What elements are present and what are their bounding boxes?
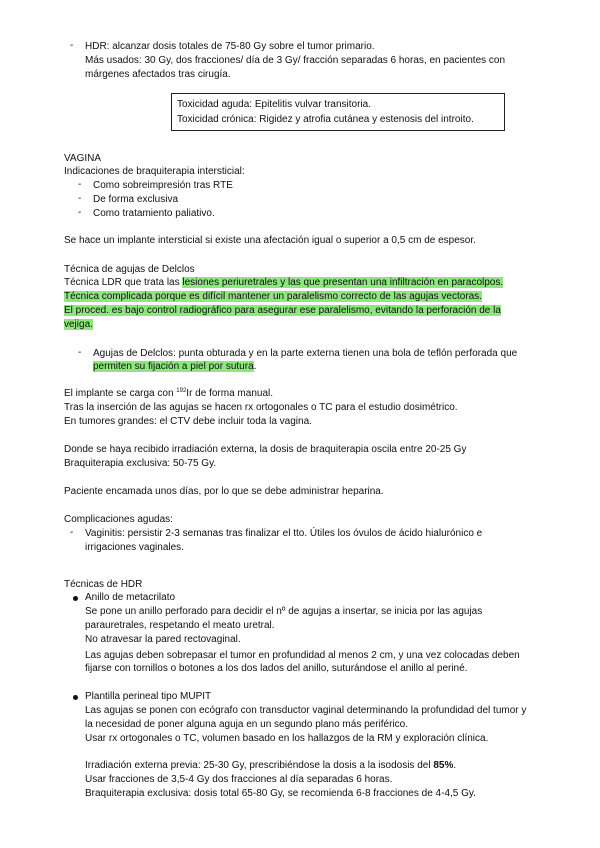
toxicity-acute: Toxicidad aguda: Epitelitis vulvar transitoria.: [177, 99, 371, 110]
patient-note: Paciente encamada unos días, por lo que se debe administrar heparina.: [64, 486, 384, 497]
mupit-dose-text-end: .: [453, 760, 457, 771]
mupit-dose-line-3: Braquiterapia exclusiva: dosis total 65-80 Gy, se recomienda 6-8 fracciones de 4-4,5 Gy.: [85, 788, 476, 799]
delclos-title: Técnica de agujas de Delclos: [64, 264, 195, 275]
ring-line: No atravesar la pared rectovaginal.: [85, 634, 241, 645]
implant-text: El implante se carga con: [64, 388, 177, 399]
dose-line-2: Braquiterapia exclusiva: 50-75 Gy.: [64, 458, 217, 469]
hdr-usage-line-2: márgenes afectados tras cirugía.: [85, 69, 231, 80]
indications-title: Indicaciones de braquiterapia intersticial:: [64, 166, 245, 177]
delclos-line-3: [64, 304, 501, 317]
mupit-technique-name: Plantilla perineal tipo MUPIT: [85, 691, 212, 702]
delclos-needle-line-2: [93, 360, 256, 373]
dose-line-1: Donde se haya recibido irradiación externa, la dosis de braquiterapia oscila entre 20-25 Gy: [64, 444, 467, 455]
delclos-line-1-plain: Técnica LDR que trata las: [64, 277, 183, 288]
mupit-dose-line-2: Usar fracciones de 3,5-4 Gy dos fracciones al día separadas 6 horas.: [85, 774, 393, 785]
mupit-line: Usar rx ortogonales o TC, volumen basado en los hallazgos de la RM y exploración clínica.: [85, 733, 489, 744]
ring-technique-name: Anillo de metacrilato: [85, 592, 176, 603]
highlight-text: Técnica complicada porque es difícil mantener un paralelismo correcto de las agujas vectoras.: [64, 291, 482, 302]
implant-line-2: Tras la inserción de las agujas se hacen rx ortogonales o TC para el estudio dosimétrico.: [64, 402, 458, 413]
complication-line-1: Vaginitis: persistir 2-3 semanas tras finalizar el tto. Útiles los óvulos de ácido hialurónico e: [85, 528, 483, 539]
mupit-dose-text: Irradiación externa previa: 25-30 Gy, prescribiéndose la dosis a la isodosis del: [85, 760, 434, 771]
dash-marker: -: [70, 40, 74, 51]
dash-marker: -: [78, 193, 82, 204]
isodose-value: 85%: [433, 760, 454, 771]
delclos-line-2: [64, 290, 482, 303]
indication-item: De forma exclusiva: [93, 194, 179, 205]
implant-criteria: Se hace un implante intersticial si existe una afectación igual o superior a 0,5 cm de espesor.: [64, 235, 476, 246]
section-title-vagina: VAGINA: [64, 153, 102, 164]
needle-line-end: .: [253, 361, 257, 372]
indication-item: Como tratamiento paliativo.: [93, 208, 215, 219]
delclos-line-4: [64, 318, 93, 331]
ring-line: parauretrales, respetando el meato uretral.: [85, 620, 275, 631]
ring-line: fijarse con tornillos o botones a los dos lados del anillo, suturándose el anillo al periné.: [85, 663, 468, 674]
mupit-dose-line-1: [85, 759, 456, 772]
dash-marker: -: [78, 207, 82, 218]
implant-line-1: [64, 387, 273, 400]
ring-line: Se pone un anillo perforado para decidir el nº de agujas a insertar, se inicia por las agujas: [85, 606, 483, 617]
isotope-superscript: 192: [176, 388, 187, 394]
dash-marker: -: [78, 347, 82, 358]
complication-line-2: irrigaciones vaginales.: [85, 542, 184, 553]
highlight-text: permiten su fijación a piel por sutura: [93, 361, 254, 372]
highlight-text: lesiones periuretrales y las que presentan una infiltración en paracolpos.: [182, 277, 504, 288]
dash-marker: -: [78, 179, 82, 190]
highlight-text: vejiga.: [64, 319, 93, 330]
implant-line-3: En tumores grandes: el CTV debe incluir toda la vagina.: [64, 416, 312, 427]
delclos-needle-line-1: Agujas de Delclos: punta obturada y en la parte externa tienen una bola de teflón perforada que: [93, 348, 518, 359]
indication-item: Como sobreimpresión tras RTE: [93, 180, 233, 191]
implant-text: Ir de forma manual.: [186, 388, 274, 399]
toxicity-chronic: Toxicidad crónica: Rigidez y atrofia cutánea y estenosis del introito.: [177, 114, 474, 125]
hdr-usage-line: Más usados: 30 Gy, dos fracciones/ día de 3 Gy/ fracción separadas 6 horas, en pacientes con: [85, 55, 506, 66]
dash-marker: -: [70, 527, 74, 538]
hdr-techniques-title: Técnicas de HDR: [64, 579, 143, 590]
mupit-line: Las agujas se ponen con ecógrafo con transductor vaginal determinando la profundidad del tumor y: [85, 705, 527, 716]
bullet-icon: [73, 695, 78, 700]
complications-title: Complicaciones agudas:: [64, 514, 173, 525]
mupit-line: la necesidad de poner alguna aguja en un segundo plano más periférico.: [85, 719, 409, 730]
delclos-line-1: [64, 276, 503, 289]
hdr-dose-line: HDR: alcanzar dosis totales de 75-80 Gy sobre el tumor primario.: [85, 41, 375, 52]
ring-line: Las agujas deben sobrepasar el tumor en profundidad al menos 2 cm, y una vez colocadas deben: [85, 650, 520, 661]
highlight-text: El proced. es bajo control radiográfico para asegurar ese paralelismo, evitando la perforación de la: [64, 305, 501, 316]
bullet-icon: [73, 596, 78, 601]
